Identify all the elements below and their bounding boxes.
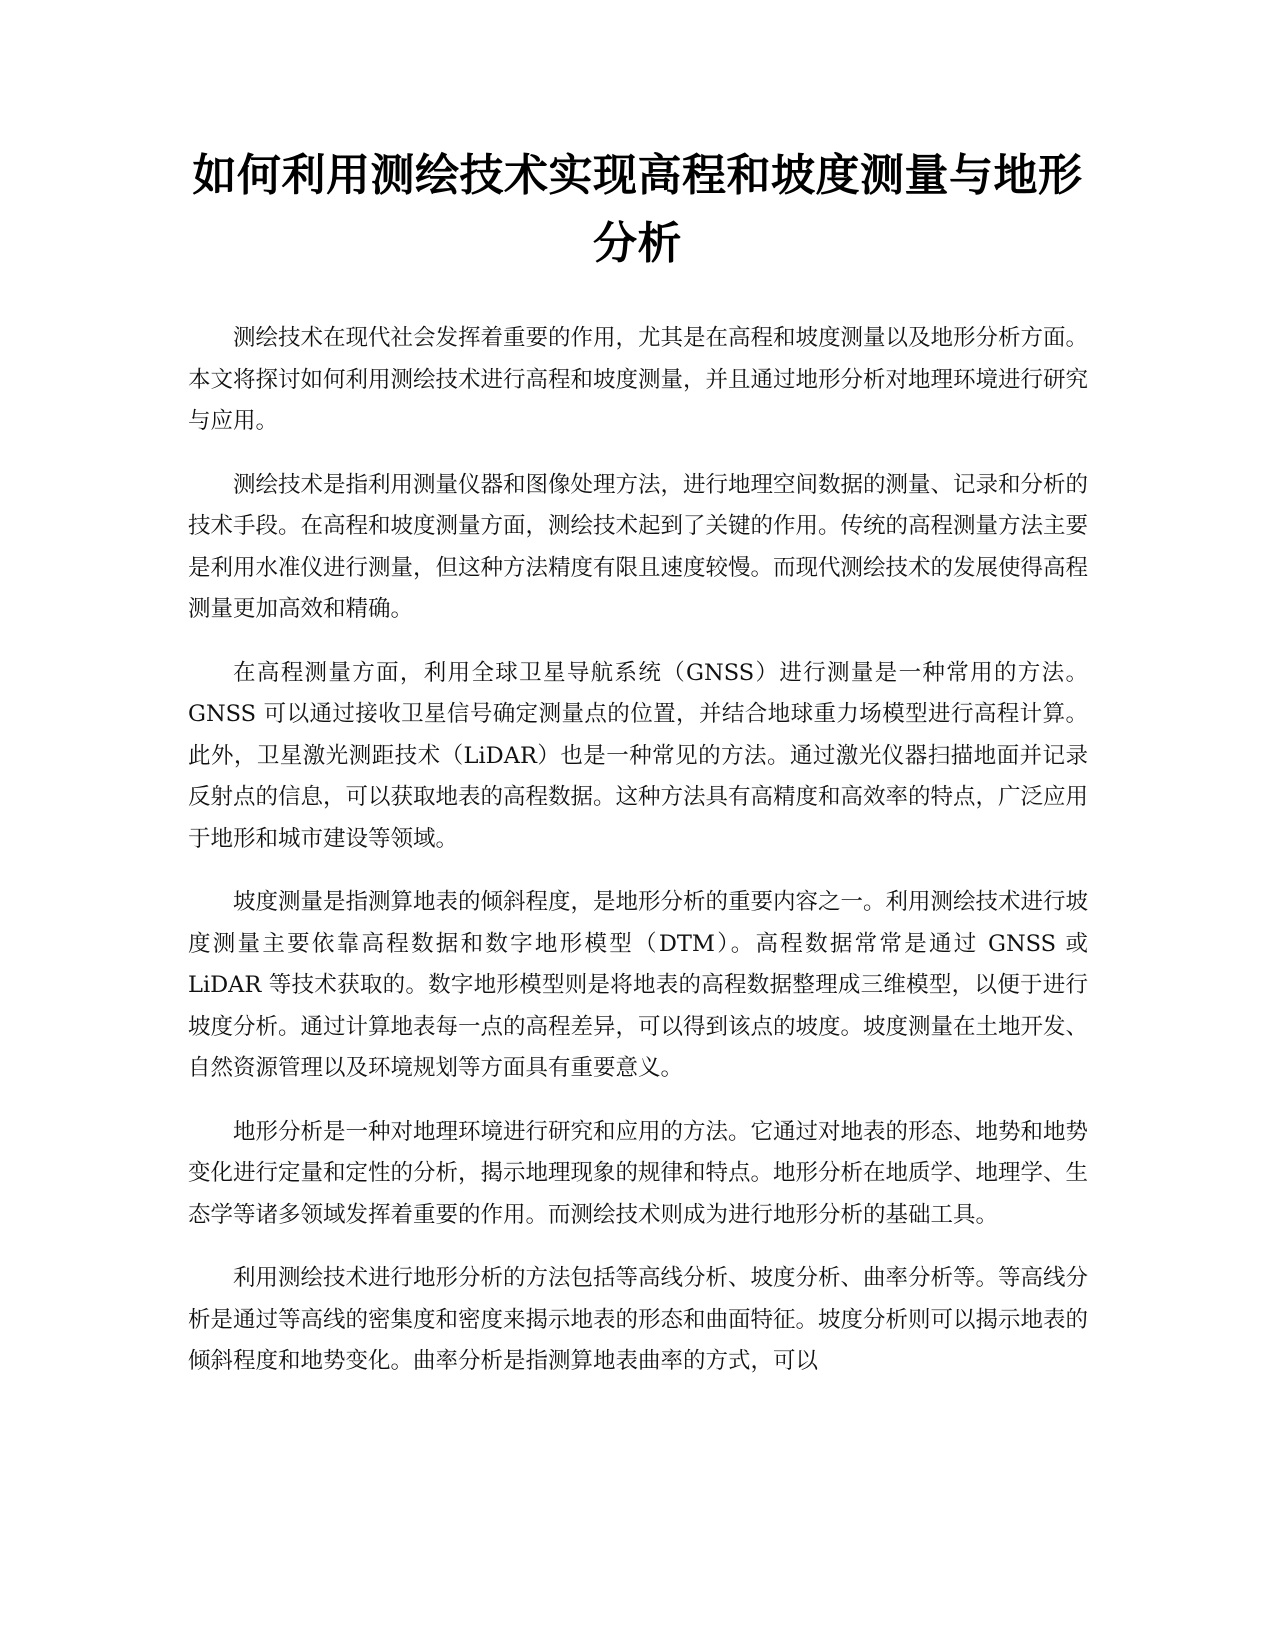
- paragraph-analysis-methods: 利用测绘技术进行地形分析的方法包括等高线分析、坡度分析、曲率分析等。等高线分析是通过等高线的密集度和密度来揭示地表的形态和曲面特征。坡度分析则可以揭示地表的倾斜程度和地势变化。曲率分析是指测算地表曲率的方式，可以: [188, 1265, 1089, 1374]
- paragraph-terrain-analysis: 地形分析是一种对地理环境进行研究和应用的方法。它通过对地表的形态、地势和地势变化进行定量和定性的分析，揭示地理现象的规律和特点。地形分析在地质学、地理学、生态学等诸多领域发挥着重要的作用。而测绘技术则成为进行地形分析的基础工具。: [188, 1118, 1089, 1228]
- paragraph-elevation-measurement: 在高程测量方面，利用全球卫星导航系统（GNSS）进行测量是一种常用的方法。GNSS 可以通过接收卫星信号确定测量点的位置，并结合地球重力场模型进行高程计算。此外，卫星激光测距技术（LiDAR）也是一种常见的方法。通过激光仪器扫描地面并记录反射点的信息，可以获取地表的高程数据。这种方法具有高精度和高效率的特点，广泛应用于地形和城市建设等领域。: [188, 659, 1089, 852]
- document-title: 如何利用测绘技术实现高程和坡度测量与地形分析: [192, 150, 1083, 269]
- paragraph-surveying-definition: 测绘技术是指利用测量仪器和图像处理方法，进行地理空间数据的测量、记录和分析的技术手段。在高程和坡度测量方面，测绘技术起到了关键的作用。传统的高程测量方法主要是利用水准仪进行测量，但这种方法精度有限且速度较慢。而现代测绘技术的发展使得高程测量更加高效和精确。: [188, 471, 1089, 622]
- document-body: [188, 318, 1088, 1405]
- paragraph-slope-measurement: 坡度测量是指测算地表的倾斜程度，是地形分析的重要内容之一。利用测绘技术进行坡度测量主要依靠高程数据和数字地形模型（DTM）。高程数据常常是通过 GNSS 或 LiDAR 等技术获取的。数字地形模型则是将地表的高程数据整理成三维模型，以便于进行坡度分析。通过计算地表每一点的高程差异，可以得到该点的坡度。坡度测量在土地开发、自然资源管理以及环境规划等方面具有重要意义。: [188, 889, 1089, 1081]
- paragraph-intro: 测绘技术在现代社会发挥着重要的作用，尤其是在高程和坡度测量以及地形分析方面。本文将探讨如何利用测绘技术进行高程和坡度测量，并且通过地形分析对地理环境进行研究与应用。: [188, 325, 1089, 434]
